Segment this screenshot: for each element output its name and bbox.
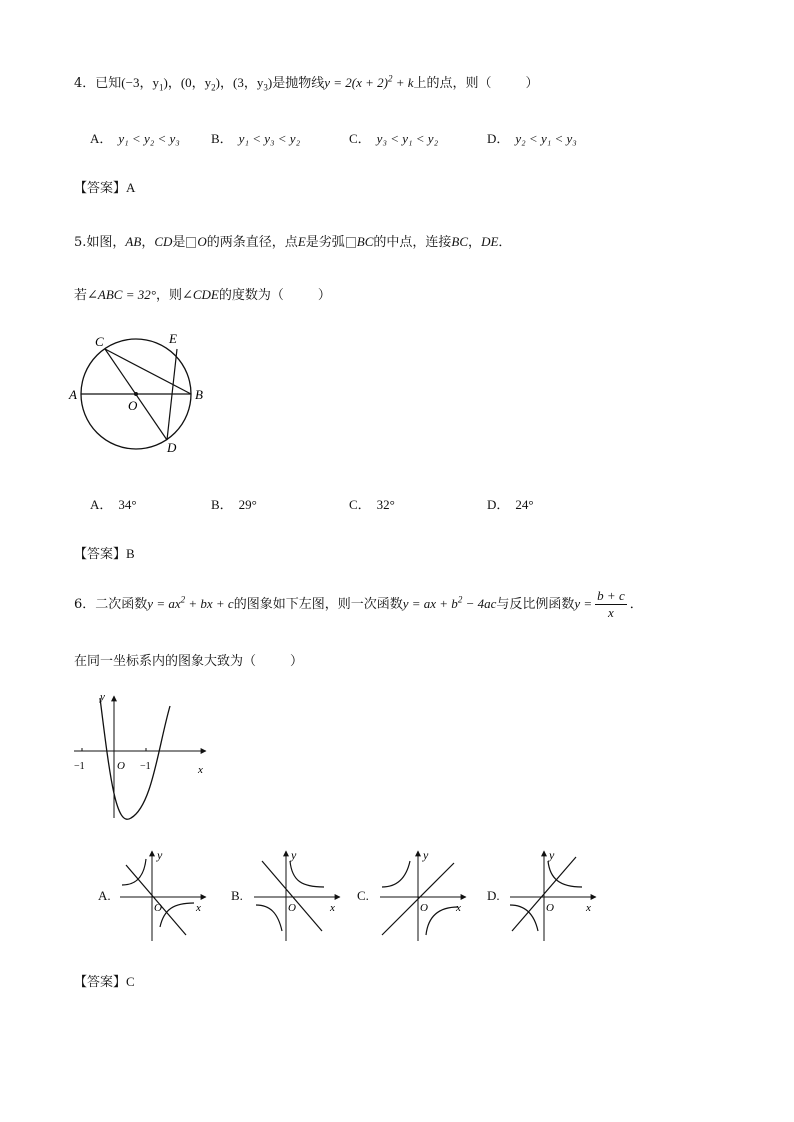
label-b: B xyxy=(195,387,203,402)
q6-option-c-graph[interactable] xyxy=(374,847,470,943)
q4-point-3: (3，$y_3$) xyxy=(233,75,273,93)
label-o: O xyxy=(117,760,125,772)
svg-text:y: y xyxy=(291,848,297,862)
svg-text:x: x xyxy=(196,902,201,914)
hyperbola-q1 xyxy=(290,861,324,887)
q6-option-a-label[interactable]: A. xyxy=(98,888,111,903)
q4-stem: 4．已知(−3，$y_1$)，(0，$y_2$)，(3，$y_3$)是抛物线$y = 2(x + 2)^2 + k$上的点，则（ ） xyxy=(74,73,539,93)
q4-option-b[interactable]: B． y₁ < y₃ < y₂ xyxy=(211,131,301,146)
q5-stem-line1: 5.如图，AB，CD是 O的两条直径，点E是劣弧 BC的中点，连接BC，DE． xyxy=(74,234,512,250)
hyperbola-q2 xyxy=(122,859,146,885)
q5-option-c[interactable]: C． 32° xyxy=(349,497,395,512)
label-o: O xyxy=(128,398,138,413)
circle-symbol xyxy=(186,237,196,248)
q5-option-b[interactable]: B． 29° xyxy=(211,497,257,512)
label-d: D xyxy=(167,440,177,455)
q4-answer: 【答案】A xyxy=(74,180,136,196)
hyperbola-q4 xyxy=(426,907,458,935)
q4-parabola-eq: $y = 2(x + 2)^2 + k$ xyxy=(324,73,414,90)
arc-bc: BC xyxy=(356,234,374,249)
q4-option-a[interactable]: A． y₁ < y₂ < y₃ xyxy=(90,131,180,146)
svg-text:O: O xyxy=(154,902,162,914)
q6-option-d-label[interactable]: D. xyxy=(487,888,500,903)
q6-option-d-graph[interactable] xyxy=(504,847,600,943)
svg-text:y: y xyxy=(549,848,555,862)
q4-option-d[interactable]: D． y₂ < y₁ < y₃ xyxy=(487,131,577,146)
fraction-b-plus-c-over-x: $\frac{b + c}{x}$ xyxy=(597,588,625,620)
q6-parabola-graph xyxy=(66,688,216,828)
hyperbola-q3 xyxy=(256,905,282,931)
parabola-curve xyxy=(100,698,170,819)
q5-option-a[interactable]: A． 34° xyxy=(90,497,137,512)
q4-number: 4． xyxy=(74,76,96,91)
q5-option-d[interactable]: D． 24° xyxy=(487,497,534,512)
q4-option-c[interactable]: C． y₃ < y₁ < y₂ xyxy=(349,131,439,146)
q5-circle-figure xyxy=(66,328,216,458)
svg-text:x: x xyxy=(330,902,335,914)
q6-option-b-graph[interactable] xyxy=(248,847,344,943)
q5-answer: 【答案】B xyxy=(74,546,135,562)
svg-text:O: O xyxy=(420,902,428,914)
center-point xyxy=(134,392,138,396)
q6-stem-line1: 6．二次函数$y = ax^2$ + bx + c的图象如下左图，则一次函数y = ax + $b^2 - 4ac$与反比例函数y = $\frac{b + c}{x}$ ． xyxy=(74,588,643,620)
chord-bc xyxy=(105,349,191,394)
q6-stem-line2: 在同一坐标系内的图象大致为（ ） xyxy=(74,654,304,669)
label-y: y xyxy=(100,691,105,703)
arc-symbol xyxy=(346,237,356,248)
label-e: E xyxy=(169,331,177,346)
label-c: C xyxy=(95,334,104,349)
svg-text:O: O xyxy=(288,902,296,914)
svg-text:x: x xyxy=(456,902,461,914)
svg-text:x: x xyxy=(586,902,591,914)
linear-line xyxy=(126,865,186,935)
q4-tail: 上的点，则（ xyxy=(413,76,492,91)
q5-stem-line2: 若∠ABC = 32°，则∠CDE的度数为（ ） xyxy=(74,287,331,303)
label-x: x xyxy=(198,764,203,776)
q4-point-2: (0，$y_2$) xyxy=(180,75,221,93)
hyperbola-q2 xyxy=(382,861,410,887)
label-neg1: −1 xyxy=(74,761,85,772)
q6-option-a-graph[interactable] xyxy=(114,847,210,943)
label-a: A xyxy=(69,387,77,402)
svg-text:y: y xyxy=(423,848,429,862)
q4-lead: 已知 xyxy=(95,76,122,91)
q4-mid: 是抛物线 xyxy=(272,76,325,91)
svg-text:y: y xyxy=(157,848,163,862)
svg-text:O: O xyxy=(546,902,554,914)
hyperbola-q4 xyxy=(160,903,194,927)
q6-answer: 【答案】C xyxy=(74,974,135,990)
q6-option-c-label[interactable]: C. xyxy=(357,888,369,903)
q6-option-b-label[interactable]: B. xyxy=(231,888,243,903)
label-pos1: −1 xyxy=(140,761,151,772)
q4-point-1: (−3，$y_1$) xyxy=(121,75,168,93)
